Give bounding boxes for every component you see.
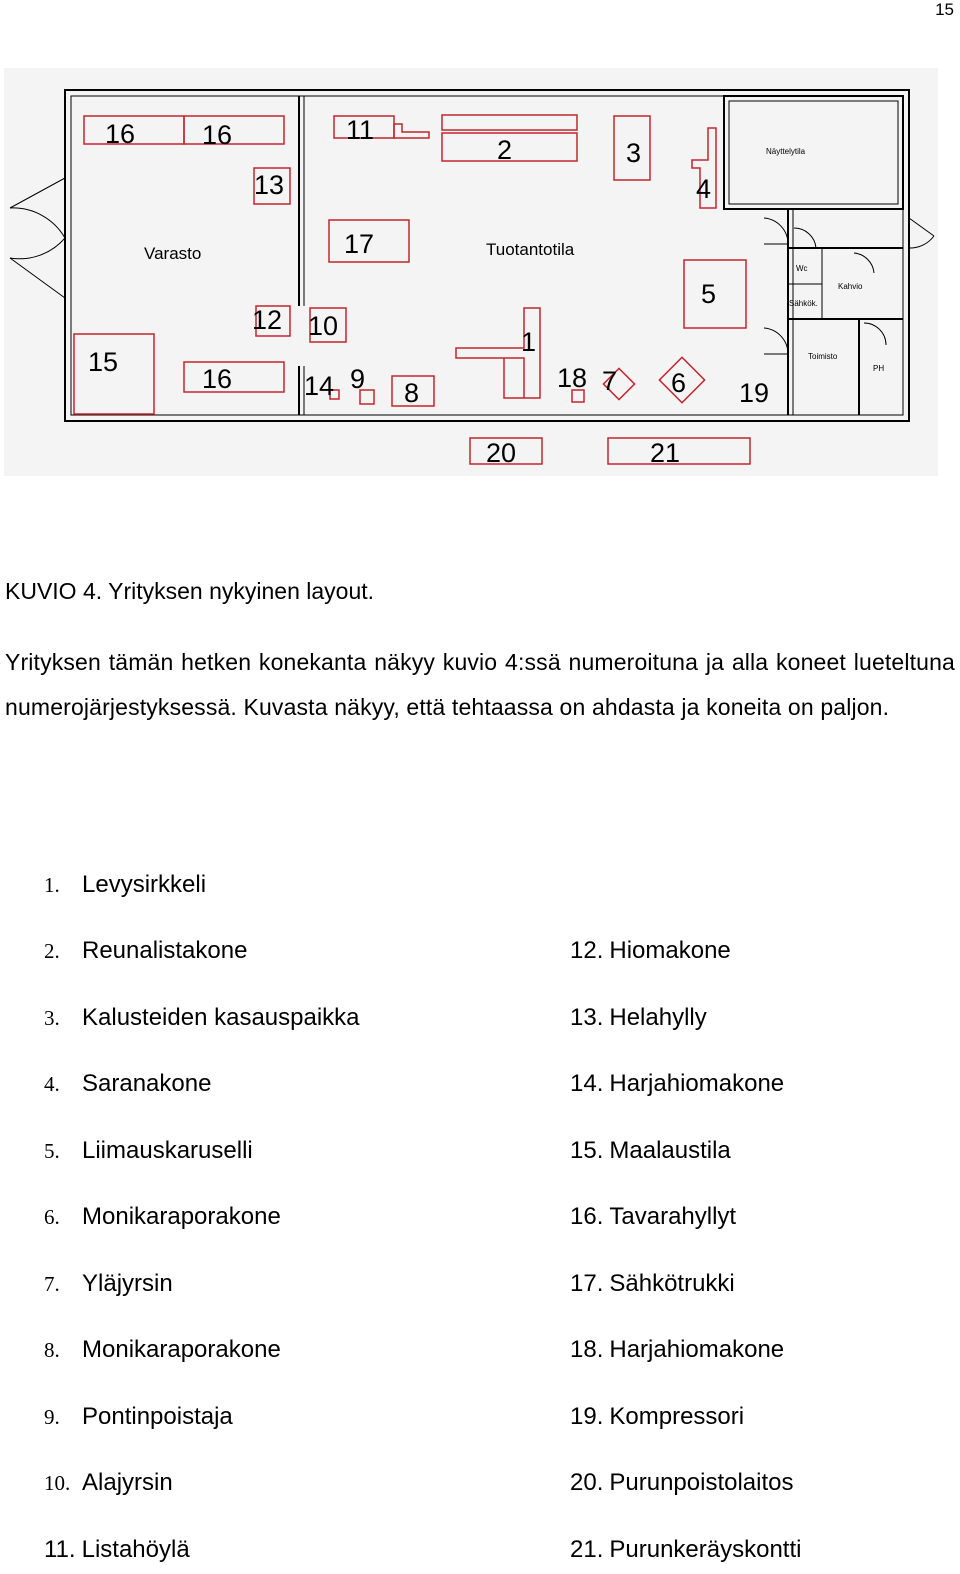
item-name: Harjahiomakone bbox=[609, 1070, 785, 1097]
label-1: 1 bbox=[521, 327, 537, 357]
door-right bbox=[909, 218, 934, 248]
item-name: Monikaraporakone bbox=[82, 1203, 281, 1230]
item-number: 13. bbox=[570, 1004, 604, 1031]
figure-caption: KUVIO 4. Yrityksen nykyinen layout. bbox=[5, 578, 375, 604]
machine-list-item bbox=[44, 1468, 173, 1498]
room-label-ph: PH bbox=[873, 364, 885, 373]
factory-floorplan bbox=[4, 68, 938, 476]
label-9: 9 bbox=[350, 364, 366, 394]
label-11: 11 bbox=[346, 115, 375, 145]
item-name: Helahylly bbox=[609, 1004, 707, 1031]
page-number: 15 bbox=[935, 0, 954, 19]
item-name: Sähkötrukki bbox=[609, 1270, 735, 1297]
item-number: 19. bbox=[570, 1403, 604, 1430]
item-name: Purunkeräyskontti bbox=[609, 1536, 802, 1563]
machine-list-item bbox=[44, 1335, 281, 1365]
label-13: 13 bbox=[254, 170, 285, 200]
item-name: Pontinpoistaja bbox=[82, 1403, 233, 1430]
showroom-wall bbox=[724, 96, 903, 209]
label-6: 6 bbox=[671, 368, 687, 398]
label-4: 4 bbox=[696, 174, 712, 204]
label-19: 19 bbox=[739, 378, 770, 408]
label-10: 10 bbox=[308, 311, 339, 341]
label-3: 3 bbox=[626, 138, 642, 168]
room-label-office: Toimisto bbox=[808, 352, 838, 361]
item-name: Yläjyrsin bbox=[82, 1270, 173, 1297]
showroom-wall-inner bbox=[729, 101, 898, 204]
door-left-lower bbox=[10, 238, 65, 298]
item-name: Alajyrsin bbox=[82, 1469, 173, 1496]
item-number: 21. bbox=[570, 1536, 604, 1563]
label-20: 20 bbox=[486, 438, 517, 468]
machine-list-item bbox=[44, 1202, 281, 1232]
item-number: 20. bbox=[570, 1469, 604, 1496]
item-name: Saranakone bbox=[82, 1070, 212, 1097]
item-name: Kompressori bbox=[609, 1403, 745, 1430]
machine-list-item bbox=[44, 1069, 211, 1099]
machine-list-item bbox=[570, 1402, 744, 1432]
room-label-production: Tuotantotila bbox=[486, 240, 575, 259]
item-number: 10. bbox=[44, 1471, 71, 1495]
machine-2-top bbox=[442, 115, 577, 130]
item-name: Tavarahyllyt bbox=[609, 1203, 737, 1230]
item-name: Levysirkkeli bbox=[82, 871, 207, 898]
label-16c: 16 bbox=[202, 364, 233, 394]
label-12: 12 bbox=[252, 305, 283, 335]
machine-list-item bbox=[44, 1136, 253, 1166]
machine-list-item bbox=[44, 1535, 190, 1565]
machine-16-shelf-c bbox=[184, 362, 284, 392]
item-name: Maalaustila bbox=[609, 1137, 731, 1164]
item-number: 1. bbox=[44, 873, 60, 897]
item-number: 5. bbox=[44, 1139, 60, 1163]
label-8: 8 bbox=[404, 378, 420, 408]
item-name: Kalusteiden kasauspaikka bbox=[82, 1004, 360, 1031]
machine-list-item bbox=[570, 1069, 784, 1099]
item-number: 15. bbox=[570, 1137, 604, 1164]
door-showroom bbox=[764, 218, 788, 244]
room-label-wc: Wc bbox=[796, 264, 808, 273]
door-ph bbox=[864, 323, 886, 345]
label-18: 18 bbox=[557, 363, 588, 393]
room-label-showroom: Näyttelytila bbox=[766, 147, 806, 156]
body-paragraph: Yrityksen tämän hetken konekanta näkyy kuvio 4:ssä numeroituna ja alla koneet lueteltuna numerojärjestyksessä. Kuvasta näkyy, että tehtaassa on ahdasta ja koneita on paljon. bbox=[5, 649, 955, 720]
item-name: Hiomakone bbox=[609, 937, 731, 964]
label-16a: 16 bbox=[105, 119, 136, 149]
label-21: 21 bbox=[650, 438, 681, 468]
item-number: 16. bbox=[570, 1203, 604, 1230]
room-label-coffee: Kahvio bbox=[838, 282, 863, 291]
door-left-upper bbox=[10, 178, 65, 238]
item-name: Reunalistakone bbox=[82, 937, 248, 964]
item-name: Purunpoistolaitos bbox=[609, 1469, 794, 1496]
room-label-electrical: Sähkök. bbox=[789, 299, 818, 308]
room-label-storage: Varasto bbox=[144, 244, 202, 263]
door-wc bbox=[794, 228, 816, 248]
label-17: 17 bbox=[344, 229, 375, 259]
machine-list-item bbox=[44, 1269, 173, 1299]
machine-list-item bbox=[44, 870, 206, 900]
item-name: Monikaraporakone bbox=[82, 1336, 281, 1363]
machine-11-feed bbox=[394, 124, 429, 138]
item-name: Liimauskaruselli bbox=[82, 1137, 253, 1164]
label-7: 7 bbox=[602, 366, 618, 396]
machine-list-item bbox=[570, 1003, 707, 1033]
door-office bbox=[764, 328, 788, 354]
item-number: 6. bbox=[44, 1205, 60, 1229]
machine-16-shelf-b bbox=[184, 116, 284, 144]
door-coffee bbox=[854, 253, 874, 273]
item-number: 7. bbox=[44, 1272, 60, 1296]
machine-list-item bbox=[44, 1003, 360, 1033]
item-number: 3. bbox=[44, 1006, 60, 1030]
item-number: 9. bbox=[44, 1405, 60, 1429]
label-5: 5 bbox=[701, 279, 717, 309]
item-number: 12. bbox=[570, 937, 604, 964]
machine-list-item bbox=[570, 1202, 736, 1232]
label-16b: 16 bbox=[202, 120, 233, 150]
item-number: 18. bbox=[570, 1336, 604, 1363]
item-name: Harjahiomakone bbox=[609, 1336, 785, 1363]
machine-list-item bbox=[570, 1335, 784, 1365]
item-number: 8. bbox=[44, 1338, 60, 1362]
machine-list-item bbox=[570, 1535, 801, 1565]
machine-list-item bbox=[570, 936, 731, 966]
label-15: 15 bbox=[88, 347, 119, 377]
label-14: 14 bbox=[304, 371, 335, 401]
machine-list-item bbox=[44, 936, 247, 966]
machine-list-item bbox=[570, 1468, 794, 1498]
item-number: 4. bbox=[44, 1072, 60, 1096]
machine-list-item bbox=[570, 1269, 735, 1299]
item-number: 14. bbox=[570, 1070, 604, 1097]
item-number: 2. bbox=[44, 939, 60, 963]
machine-list-item bbox=[570, 1136, 731, 1166]
item-name: Listahöylä bbox=[81, 1536, 190, 1563]
machine-list-item bbox=[44, 1402, 233, 1432]
item-number: 11. bbox=[44, 1536, 76, 1563]
item-number: 17. bbox=[570, 1270, 604, 1297]
label-2: 2 bbox=[497, 135, 513, 165]
